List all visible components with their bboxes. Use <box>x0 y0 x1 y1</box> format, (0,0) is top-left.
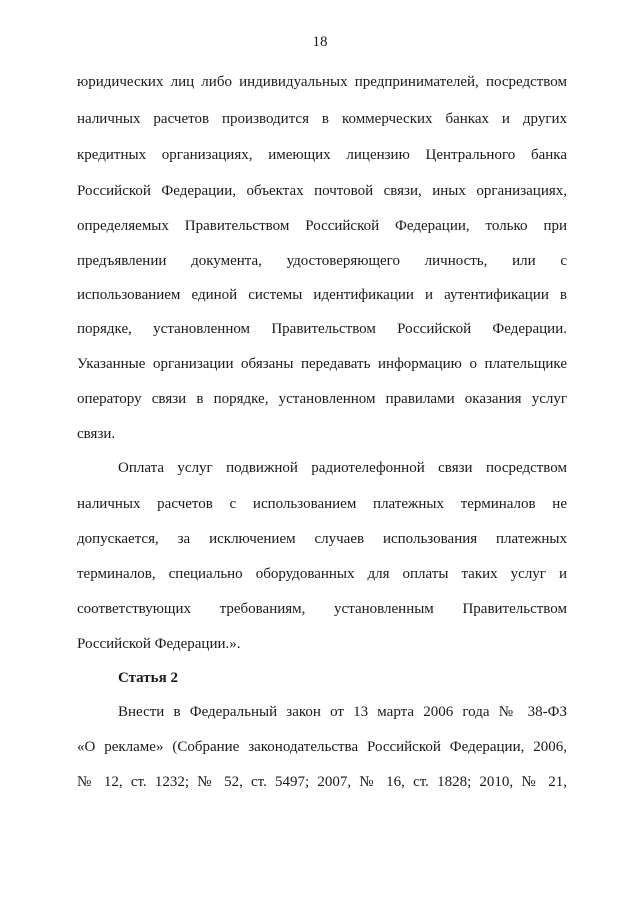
text-line: наличных расчетов с использованием платежных терминалов не <box>77 496 567 512</box>
text-line: оператору связи в порядке, установленном правилами оказания услуг <box>77 391 567 407</box>
text-line: порядке, установленном Правительством Российской Федерации. <box>77 321 567 337</box>
text-line: кредитных организациях, имеющих лицензию Центрального банка <box>77 147 567 163</box>
text-line: «О рекламе» (Собрание законодательства Российской Федерации, 2006, <box>77 739 567 755</box>
text-line: допускается, за исключением случаев использования платежных <box>77 531 567 547</box>
text-line: № 12, ст. 1232; № 52, ст. 5497; 2007, № 16, ст. 1828; 2010, № 21, <box>77 774 567 790</box>
text-line: Российской Федерации, объектах почтовой связи, иных организациях, <box>77 183 567 199</box>
text-line: Внести в Федеральный закон от 13 марта 2006 года № 38-ФЗ <box>118 704 567 720</box>
text-line: терминалов, специально оборудованных для оплаты таких услуг и <box>77 566 567 582</box>
article-heading: Статья 2 <box>118 670 178 686</box>
text-line: предъявлении документа, удостоверяющего личность, или с <box>77 253 567 269</box>
text-line: определяемых Правительством Российской Федерации, только при <box>77 218 567 234</box>
text-line: наличных расчетов производится в коммерческих банках и других <box>77 111 567 127</box>
text-line: Оплата услуг подвижной радиотелефонной связи посредством <box>118 460 567 476</box>
page-number: 18 <box>312 34 328 50</box>
text-line: Указанные организации обязаны передавать информацию о плательщике <box>77 356 567 372</box>
text-line: юридических лиц либо индивидуальных предпринимателей, посредством <box>77 74 567 90</box>
text-line: связи. <box>77 426 116 442</box>
text-line: соответствующих требованиям, установленным Правительством <box>77 601 567 617</box>
text-line: использованием единой системы идентификации и аутентификации в <box>77 287 567 303</box>
text-line: Российской Федерации.». <box>77 636 241 652</box>
